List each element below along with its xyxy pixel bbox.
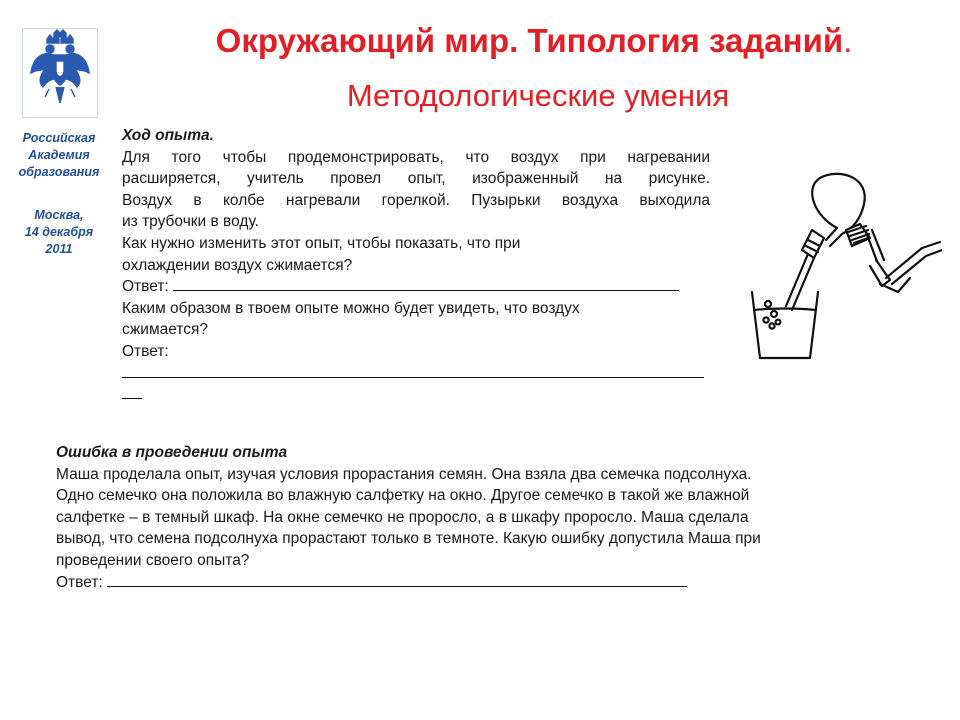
page-title-dot: . xyxy=(843,22,853,59)
task-text-line: Маша проделала опыт, изучая условия прорастания семян. Она взяла два семечка подсолнуха. xyxy=(56,465,752,483)
page-title xyxy=(0,22,960,60)
sidebar-org-line: Академия xyxy=(28,148,90,162)
sidebar-org-line: Российская xyxy=(22,131,96,145)
sidebar-place-line: 2011 xyxy=(45,242,73,256)
answer-label: Ответ: xyxy=(122,278,169,296)
task-text-line: Одно семечко она положила во влажную салфетку на окно. Другое семечко в такой же влажной xyxy=(56,487,750,505)
question-line: Каким образом в твоем опыте можно будет увидеть, что воздух xyxy=(122,299,580,317)
task-mistake xyxy=(56,442,916,593)
task-mistake-heading: Ошибка в проведении опыта xyxy=(56,444,288,461)
task-experiment xyxy=(122,125,710,406)
answer-label: Ответ: xyxy=(122,342,169,360)
answer-row xyxy=(122,276,710,298)
question-line: сжимается? xyxy=(122,321,209,339)
sidebar-place-line: Москва, xyxy=(34,208,84,222)
question-line: охлаждении воздух сжимается? xyxy=(122,256,353,274)
task-text-line: Воздух в колбе нагревали горелкой. Пузырьки воздуха выходила xyxy=(122,191,710,209)
task-text-line: проведении своего опыта? xyxy=(56,551,250,569)
task-text-line: вывод, что семена подсолнуха прорастают только в темноте. Какую ошибку допустила Маша при xyxy=(56,530,761,548)
task-experiment-heading: Ход опыта. xyxy=(122,127,214,144)
page-title-text: Окружающий мир. Типология заданий xyxy=(215,22,844,59)
question-line: Как нужно изменить этот опыт, чтобы показать, что при xyxy=(122,234,521,252)
task-text-line: Для того чтобы продемонстрировать, что воздух при нагревании xyxy=(122,148,710,166)
sidebar-org xyxy=(4,130,114,181)
task-text-line: салфетке – в темный шкаф. На окне семечко не проросло, а в шкафу проросло. Маша сделала xyxy=(56,508,749,526)
sidebar-org-line: образования xyxy=(18,165,100,179)
sidebar-place-line: 14 декабря xyxy=(24,225,94,239)
sidebar-place-date xyxy=(4,207,114,258)
page-subtitle: Методологические умения xyxy=(346,78,730,113)
answer-row xyxy=(122,384,710,406)
answer-row xyxy=(122,363,710,385)
answer-line-3[interactable] xyxy=(107,572,687,587)
answer-line-1[interactable] xyxy=(173,276,679,291)
flask-tube-glass-illustration xyxy=(742,168,942,368)
task-text-line: из трубочки в воду. xyxy=(122,213,259,231)
answer-line-2[interactable] xyxy=(122,365,704,378)
answer-row xyxy=(56,572,916,594)
answer-line-2-cont[interactable] xyxy=(122,388,142,399)
task-text-line: расширяется, учитель провел опыт, изображенный на рисунке. xyxy=(122,170,710,188)
answer-label: Ответ: xyxy=(56,573,103,591)
